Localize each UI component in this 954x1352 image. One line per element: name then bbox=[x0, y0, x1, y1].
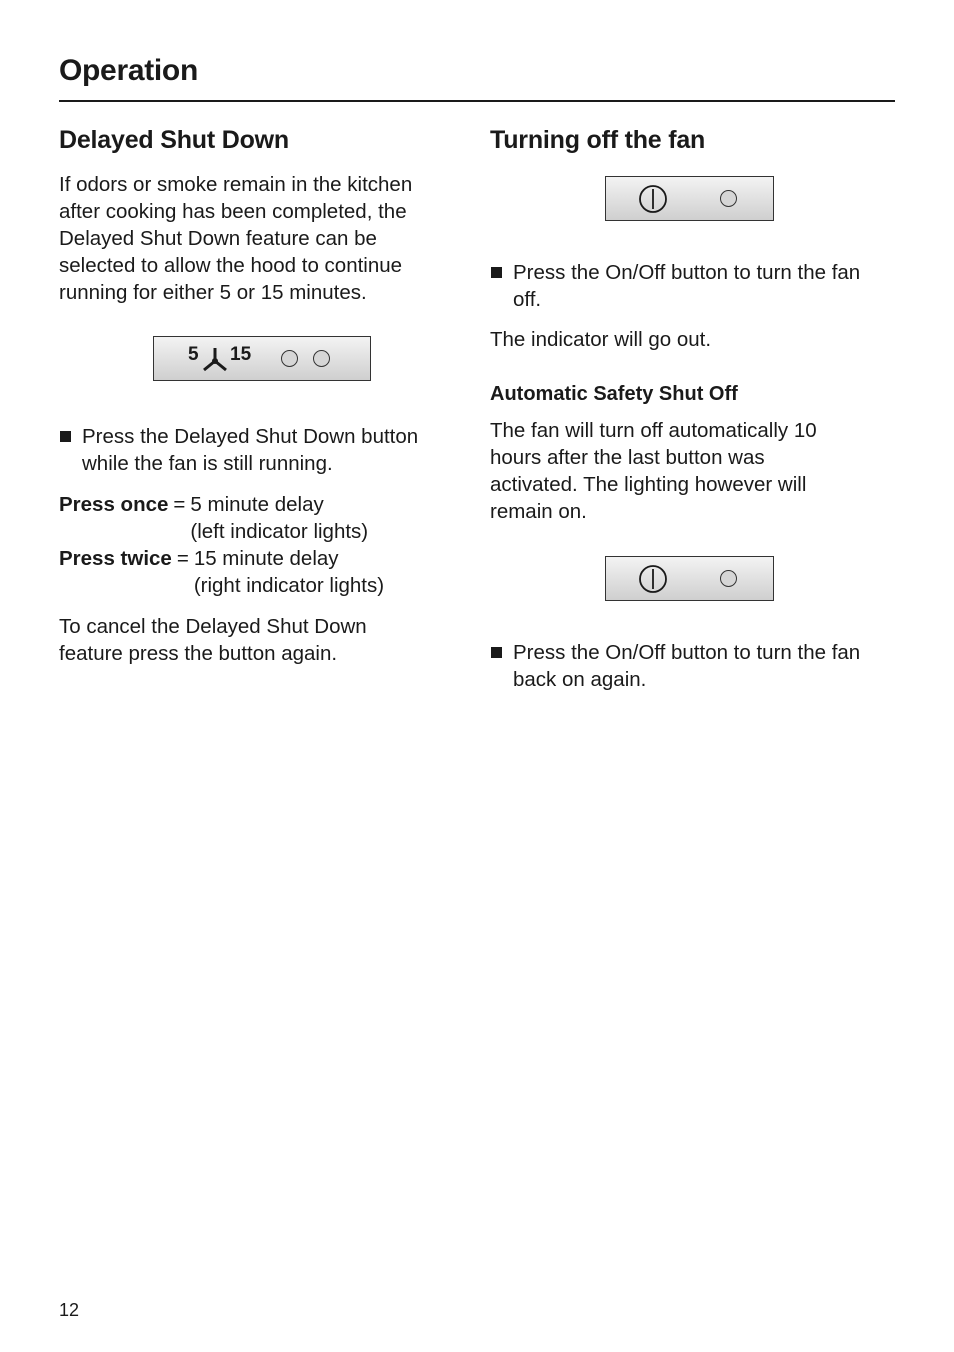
cancel-text: To cancel the Delayed Shut Down feature press the button again. bbox=[59, 615, 367, 665]
indicator-text: The indicator will go out. bbox=[490, 328, 712, 351]
turn-on-bullet: Press the On/Off button to turn the fan back on again. bbox=[490, 639, 890, 693]
fan-icon bbox=[200, 345, 230, 375]
definition-term: Press twice bbox=[59, 547, 172, 570]
definition-row bbox=[59, 491, 459, 545]
turning-off-fan-section bbox=[490, 123, 890, 693]
delayed-shutdown-intro: If odors or smoke remain in the kitchen after cooking has been completed, the Delayed Shut Down feature can be selected to allow the hood to continue running for either 5 or 15 minutes. bbox=[59, 173, 413, 304]
delayed-shutdown-heading: Delayed Shut Down bbox=[59, 126, 289, 154]
power-icon bbox=[638, 184, 668, 214]
turn-off-bullet: Press the On/Off button to turn the fan off. bbox=[490, 259, 890, 313]
page-title: Operation bbox=[59, 54, 198, 87]
indicator-light bbox=[720, 190, 737, 207]
press-definitions bbox=[59, 491, 459, 599]
indicator-light-right bbox=[313, 350, 330, 367]
power-icon bbox=[638, 564, 668, 594]
page-number: 12 bbox=[59, 1300, 80, 1320]
definition-row bbox=[59, 545, 459, 599]
header-rule bbox=[59, 100, 895, 102]
definition-equals: = bbox=[173, 493, 186, 516]
definition-desc: 15 minute delay (right indicator lights) bbox=[193, 547, 385, 597]
page-header bbox=[59, 50, 895, 92]
indicator-light bbox=[720, 570, 737, 587]
delayed-shutdown-bullet: Press the Delayed Shut Down button while the fan is still running. bbox=[59, 423, 459, 477]
delayed-shutdown-panel bbox=[153, 336, 371, 381]
bullet-square-icon bbox=[60, 431, 71, 442]
safety-shutoff-text: The fan will turn off automatically 10 hours after the last button was activated. The lighting however will remain on. bbox=[490, 419, 817, 523]
bullet-square-icon bbox=[491, 647, 502, 658]
bullet-square-icon bbox=[491, 267, 502, 278]
onoff-panel bbox=[605, 176, 774, 221]
panel-label-15: 15 bbox=[230, 344, 252, 365]
delayed-shutdown-section bbox=[59, 123, 459, 667]
onoff-panel bbox=[605, 556, 774, 601]
definition-desc: 5 minute delay (left indicator lights) bbox=[190, 493, 369, 543]
panel-label-5: 5 bbox=[188, 344, 199, 365]
definition-equals: = bbox=[176, 547, 189, 570]
indicator-light-left bbox=[281, 350, 298, 367]
safety-shutoff-heading: Automatic Safety Shut Off bbox=[490, 383, 738, 405]
definition-term: Press once bbox=[59, 493, 169, 516]
turning-off-fan-heading: Turning off the fan bbox=[490, 126, 706, 154]
